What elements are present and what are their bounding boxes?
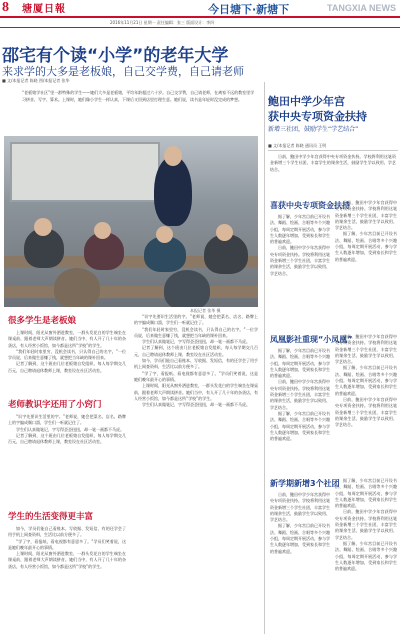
paragraph: 记者了解到，这个班由几位老板娘自发组织，每人每学期交几百元，自己聘请退休教师上课，教室设在社区活动室。 [8, 432, 126, 445]
student-head [94, 222, 111, 239]
article-column [8, 526, 126, 570]
classroom-photo [4, 136, 258, 307]
paragraph: 日前，鲍田中学少年宫获得中央专项资金扶持。学校将利用这笔资金新增三个学生社团，丰富学生的课余生活，鼓励学生学以致用、学艺结合。 [335, 334, 397, 365]
paragraph: 据了解，少年宫目前已开设书法、舞蹈、绘画、合唱等多个兴趣小组，每周定期开展活动，参与学生人数逐年增加，受到家长和学生的普遍欢迎。 [270, 523, 330, 554]
paragraph: 日前，鲍田中学少年宫获得中央专项资金扶持。学校将利用这笔资金新增三个学生社团，丰富学生的课余生活，鼓励学生学以致用、学艺结合。 [335, 509, 397, 540]
english-title: TANGXIA NEWS [327, 3, 396, 13]
paragraph: 如今，学员们能自己看账本、写收据、发短信，有的还学会了用手机上网查资料，生活比以前方便多了。 [134, 358, 258, 370]
paragraph: “学了字，看报纸、看电视都有意思多了。”学员们笑着说，这是她们晚年最开心的事情。 [134, 370, 258, 382]
paragraph: 日前，鲍田中学少年宫获得中央专项资金扶持。学校将利用这笔资金新增三个学生社团，丰富学生的课余生活，鼓励学生学以致用、学艺结合。 [270, 154, 396, 172]
paragraph: 如今，学员们能自己看账本、写收据、发短信，有的还学会了用手机上网查资料，生活比以前方便多了。 [8, 526, 126, 538]
article-column [8, 414, 126, 445]
paragraph: 日前，鲍田中学少年宫获得中央专项资金扶持。学校将利用这笔资金新增三个学生社团，丰富学生的课余生活，鼓励学生学以致用、学艺结合。 [270, 379, 330, 410]
paragraph: “学了字，看报纸、看电视都有意思多了。”学员们笑着说，这是她们晚年最开心的事情。 [8, 538, 126, 550]
photo-caption: 本报记者 张华 摄 [190, 308, 221, 313]
paragraph: 记者了解到，这个班由几位老板娘自发组织，每人每学期交几百元，自己聘请退休教师上课，教室设在社区活动室。 [8, 361, 126, 373]
story-body [335, 334, 397, 428]
section-title: 很多学生是老板娘 [8, 316, 77, 326]
paragraph: 上课时间，阳光从窗外洒进教室，一群头发花白的学生端坐在课桌前，跟着老师大声朗读拼音。她们当中，有人开了几十年的杂货店，有人经营小饭馆，如今都是这所“学校”的学生。 [8, 551, 126, 569]
story-body [270, 154, 396, 173]
main-headline: 邵宅有个读“小学”的老年大学 [2, 46, 229, 66]
story-subtitle: 凤凰影社重现“小凤凰” [270, 335, 353, 344]
story-body [270, 348, 330, 442]
story-headline: 获中央专项资金扶持 [268, 110, 367, 123]
divider [268, 150, 398, 151]
paragraph: 学生们认真做笔记，字写得歪歪扭扭，却一笔一画都不马虎。 [142, 339, 250, 345]
article-column [134, 314, 258, 408]
desk-row [4, 286, 258, 298]
paragraph: 据了解，少年宫目前已开设书法、舞蹈、绘画、合唱等多个兴趣小组，每周定期开展活动，参与学生人数逐年增加，受到家长和学生的普遍欢迎。 [270, 348, 330, 379]
student-figure [164, 270, 210, 307]
masthead-rule [0, 16, 400, 18]
paragraph: “我们年轻时家里穷，没机会读书，只认得自己的名字。”一位学员说，后来做生意赚了钱，就想把当年缺的课补回来。 [134, 326, 258, 338]
student-head [156, 226, 173, 243]
section-title: 今日塘下·新塘下 [208, 3, 290, 16]
story-body [335, 200, 397, 263]
story-subhead: 新增三社团，鼓励学生“学艺结合” [268, 126, 359, 133]
story-body [270, 214, 330, 277]
main-subhead: 来求学的大多是老板娘，自己交学费，自己请老师 [2, 65, 244, 78]
student-head [34, 218, 52, 236]
main-byline: ■ 文/本报记者 陈晓 图/本报记者 张华 [2, 78, 70, 83]
student-head [216, 224, 233, 241]
paragraph: 据了解，少年宫目前已开设书法、舞蹈、绘画、合唱等多个兴趣小组，每周定期开展活动，参与学生人数逐年增加，受到家长和学生的普遍欢迎。 [270, 214, 330, 245]
paragraph: 日前，鲍田中学少年宫获得中央专项资金扶持。学校将利用这笔资金新增三个学生社团，丰富学生的课余生活，鼓励学生学以致用、学艺结合。 [270, 492, 330, 523]
student-figure [54, 268, 100, 307]
story-headline: 鲍田中学少年宫 [268, 95, 345, 108]
paragraph: 据了解，少年宫目前已开设书法、舞蹈、绘画、合唱等多个兴趣小组，每周定期开展活动，参与学生人数逐年增加，受到家长和学生的普遍欢迎。 [335, 540, 397, 572]
story-byline: ■ 文/本报记者 陈晓 通讯员 王明 [268, 143, 327, 148]
paragraph: “识字先要识生活里的字。”老师说，她会把菜名、店名、路牌上的字编成顺口溜，学生们一听就记住了。 [134, 314, 258, 326]
lead-paragraph: “老板娘学社区”里一群特殊的学生——她们大多是老板娘，平均年龄超过六十岁。自己交学费，自己请老师，在离家不远的教室里学习拼音、写字、算术。上课时，她们像小学生一样认真，下课后又回到店里打理生意。她们说，读书是年轻时没完成的梦想。 [22, 90, 255, 102]
paragraph: 上课时间，阳光从窗外洒进教室，一群头发花白的学生端坐在课桌前，跟着老师大声朗读拼音。她们当中，有人开了几十年的杂货店，有人经营小饭馆，如今都是这所“学校”的学生。 [8, 330, 126, 348]
paragraph: 据了解，少年宫目前已开设书法、舞蹈、绘画、合唱等多个兴趣小组，每周定期开展活动，参与学生人数逐年增加，受到家长和学生的普遍欢迎。 [270, 410, 330, 442]
paragraph: “我们年轻时家里穷，没机会读书，只认得自己的名字。”一位学员说，后来做生意赚了钱，就想把当年缺的课补回来。 [8, 348, 126, 361]
paragraph: 日前，鲍田中学少年宫获得中央专项资金扶持。学校将利用这笔资金新增三个学生社团，丰富学生的课余生活，鼓励学生学以致用、学艺结合。 [335, 396, 397, 428]
paragraph: 学生们认真做笔记，字写得歪歪扭扭，却一笔一画都不马虎。 [142, 402, 250, 408]
section-title: 老师教识字还用了小窍门 [8, 400, 102, 410]
paragraph: 据了解，少年宫目前已开设书法、舞蹈、绘画、合唱等多个兴趣小组，每周定期开展活动，参与学生人数逐年增加，受到家长和学生的普遍欢迎。 [335, 231, 397, 262]
paragraph: “识字先要识生活里的字。”老师说，她会把菜名、店名、路牌上的字编成顺口溜，学生们一听就记住了。 [8, 414, 126, 426]
paragraph: 上课时间，阳光从窗外洒进教室，一群头发花白的学生端坐在课桌前，跟着老师大声朗读拼音。她们当中，有人开了几十年的杂货店，有人经营小饭馆，如今都是这所“学校”的学生。 [134, 383, 258, 401]
paragraph: 据了解，少年宫目前已开设书法、舞蹈、绘画、合唱等多个兴趣小组，每周定期开展活动，参与学生人数逐年增加，受到家长和学生的普遍欢迎。 [335, 365, 397, 396]
section-title: 学生的生活变得更丰富 [8, 512, 94, 522]
teacher-head [164, 146, 182, 166]
paper-name: 塘厦日報 [22, 4, 66, 15]
story-body [270, 492, 330, 555]
story-subtitle: 喜获中央专项资金扶持 [270, 201, 350, 210]
paragraph: 学生们认真做笔记，字写得歪歪扭扭，却一笔一画都不马虎。 [16, 426, 124, 432]
paragraph: 记者了解到，这个班由几位老板娘自发组织，每人每学期交几百元，自己聘请退休教师上课，教室设在社区活动室。 [134, 345, 258, 357]
column-divider [264, 82, 265, 634]
teacher-figure [154, 156, 192, 226]
dateline-rule [0, 27, 400, 28]
story-body [335, 478, 397, 572]
paragraph: 日前，鲍田中学少年宫获得中央专项资金扶持。学校将利用这笔资金新增三个学生社团，丰富学生的课余生活，鼓励学生学以致用、学艺结合。 [335, 200, 397, 231]
blackboard [10, 142, 160, 202]
page-number: 8 [2, 0, 9, 15]
paragraph: 日前，鲍田中学少年宫获得中央专项资金扶持。学校将利用这笔资金新增三个学生社团，丰富学生的课余生活，鼓励学生学以致用、学艺结合。 [270, 245, 330, 276]
dateline: 2016年11月21日 星期一 责任编辑：张三 版面设计：李四 [110, 20, 215, 25]
article-column [8, 330, 126, 374]
story-subtitle: 新学期新增3个社团 [270, 479, 340, 488]
paragraph: 据了解，少年宫目前已开设书法、舞蹈、绘画、合唱等多个兴趣小组，每周定期开展活动，参与学生人数逐年增加，受到家长和学生的普遍欢迎。 [335, 478, 397, 509]
